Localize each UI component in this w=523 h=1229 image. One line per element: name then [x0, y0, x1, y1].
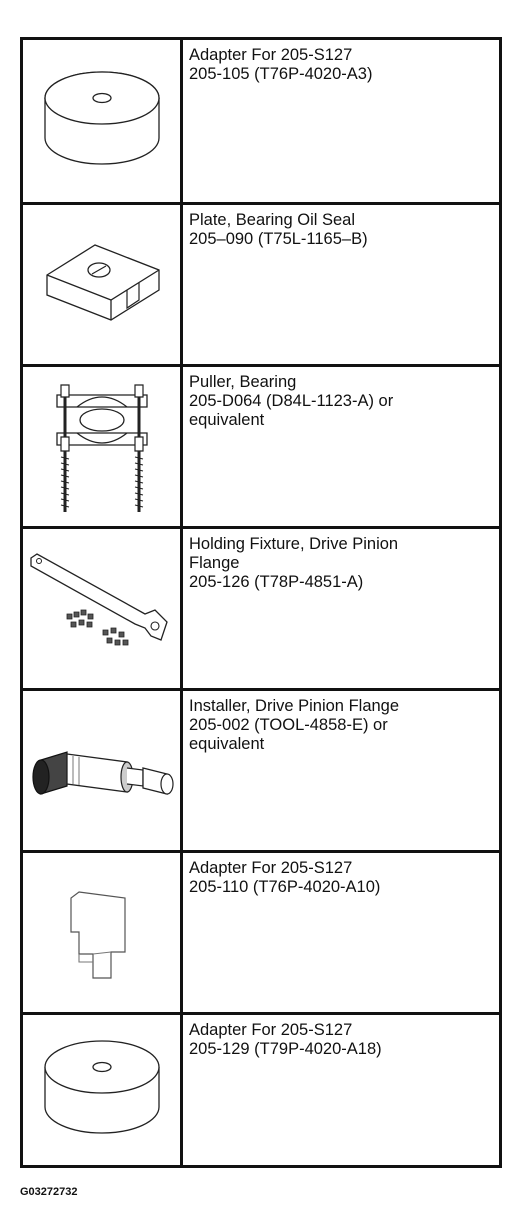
adapter-bracket-icon: [47, 878, 157, 988]
tool-description: [183, 691, 499, 850]
tool-illustration: [23, 853, 183, 1012]
tool-table: [20, 37, 502, 1168]
tool-number: 205-002 (TOOL-4858-E) or: [189, 716, 388, 734]
tool-illustration: [23, 691, 183, 850]
tool-description: [183, 205, 499, 364]
tool-name: Adapter For 205-S127: [189, 1021, 353, 1039]
tool-illustration: [23, 529, 183, 688]
tool-illustration: [23, 40, 183, 202]
tool-number: 205-105 (T76P-4020-A3): [189, 65, 373, 83]
tool-illustration: [23, 367, 183, 526]
tool-description: [183, 529, 499, 688]
tool-description: [183, 1015, 499, 1165]
tool-name: Adapter For 205-S127: [189, 46, 353, 64]
figure-id: G03272732: [20, 1186, 78, 1198]
bearing-puller-icon: [37, 377, 167, 517]
tool-number: 205–090 (T75L-1165–B): [189, 230, 368, 248]
tool-description: [183, 853, 499, 1012]
tool-illustration: [23, 1015, 183, 1165]
tool-row: [23, 364, 499, 526]
tool-number: 205-126 (T78P-4851-A): [189, 573, 364, 591]
tool-name-cont: Flange: [189, 554, 240, 572]
adapter-puck-icon: [37, 66, 167, 176]
adapter-puck-icon: [37, 1035, 167, 1145]
tool-description: [183, 40, 499, 202]
tool-row: [23, 1012, 499, 1165]
tool-row: [23, 688, 499, 850]
tool-row: [23, 526, 499, 688]
tool-note: equivalent: [189, 411, 265, 429]
tool-name: Holding Fixture, Drive Pinion: [189, 535, 399, 553]
tool-description: [183, 367, 499, 526]
flange-installer-icon: [27, 716, 177, 826]
tool-row: [23, 202, 499, 364]
tool-number: 205-129 (T79P-4020-A18): [189, 1040, 382, 1058]
tool-row: [23, 40, 499, 202]
tool-note: equivalent: [189, 735, 265, 753]
tool-row: [23, 850, 499, 1012]
tool-number: 205-110 (T76P-4020-A10): [189, 878, 381, 896]
holding-fixture-icon: [27, 544, 177, 674]
seal-plate-icon: [37, 230, 167, 340]
tool-name: Adapter For 205-S127: [189, 859, 353, 877]
tool-name: Plate, Bearing Oil Seal: [189, 211, 356, 229]
tool-number: 205-D064 (D84L-1123-A) or: [189, 392, 394, 410]
tool-illustration: [23, 205, 183, 364]
tool-name: Puller, Bearing: [189, 373, 297, 391]
tool-name: Installer, Drive Pinion Flange: [189, 697, 400, 715]
